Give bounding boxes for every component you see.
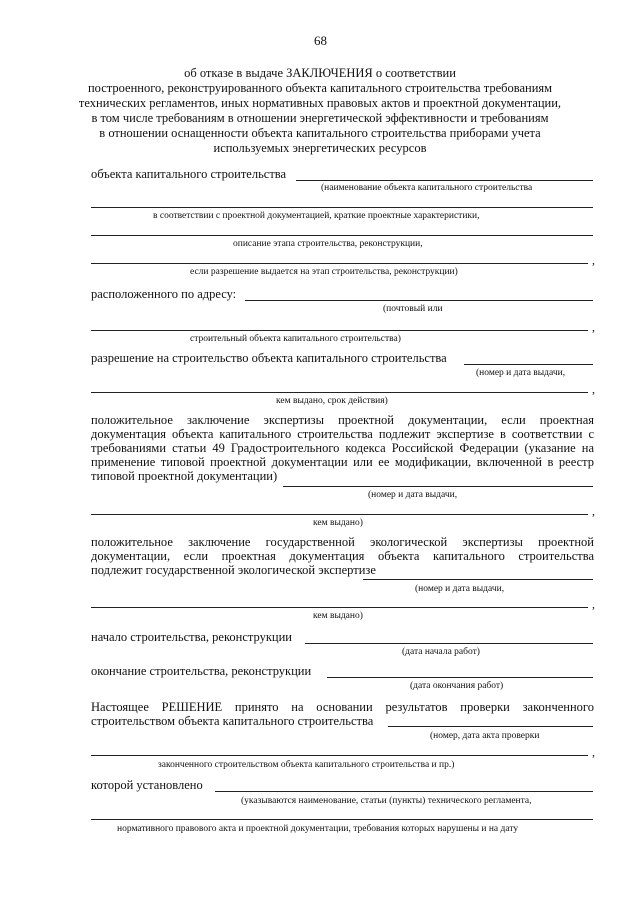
- expertise-line: требованиями статьи 49 Градостроительного кодекса Российской Федерации (указание на: [91, 441, 594, 455]
- permit-label: разрешение на строительство объекта капитального строительства: [91, 351, 447, 365]
- established-hint: (указываются наименование, статьи (пункты) технического регламента,: [241, 796, 532, 806]
- object-characteristics-field[interactable]: [91, 207, 593, 208]
- end-date-field[interactable]: [327, 677, 593, 678]
- object-hint: если разрешение выдается на этап строительства, реконструкции): [190, 267, 458, 277]
- comma: ,: [592, 382, 595, 396]
- object-label: объекта капитального строительства: [91, 167, 287, 181]
- end-hint: (дата окончания работ): [410, 681, 504, 691]
- permit-hint: кем выдано, срок действия): [276, 396, 388, 406]
- permit-hint: (номер и дата выдачи,: [476, 368, 566, 378]
- established-label: которой установлено: [91, 778, 203, 792]
- address-hint: (почтовый или: [383, 304, 443, 314]
- object-hint: (наименование объекта капитального строительства: [321, 183, 533, 193]
- eco-paragraph: [91, 535, 594, 577]
- address-extra-field[interactable]: [91, 330, 588, 331]
- established-extra-field[interactable]: [91, 819, 593, 820]
- start-hint: (дата начала работ): [402, 647, 480, 657]
- eco-hint: кем выдано): [313, 611, 363, 621]
- comma: ,: [592, 745, 595, 759]
- eco-hint: (номер и дата выдачи,: [415, 584, 505, 594]
- expertise-hint: (номер и дата выдачи,: [368, 490, 458, 500]
- start-date-field[interactable]: [305, 643, 593, 644]
- address-hint: строительный объекта капитального строительства): [190, 334, 401, 344]
- address-label: расположенного по адресу:: [91, 287, 237, 301]
- expertise-number-field[interactable]: [283, 486, 593, 487]
- heading-line: построенного, реконструированного объекта капитального строительства требованиям: [87, 81, 553, 95]
- permit-issuer-field[interactable]: [91, 392, 588, 393]
- expertise-line: применение типовой проектной документации или ее модификации, включенной в реестр: [91, 455, 594, 469]
- comma: ,: [592, 320, 595, 334]
- expertise-issuer-field[interactable]: [91, 514, 588, 515]
- expertise-paragraph: [91, 413, 594, 483]
- decision-hint: (номер, дата акта проверки: [430, 731, 540, 741]
- permit-number-field[interactable]: [464, 364, 593, 365]
- comma: ,: [592, 504, 595, 518]
- heading-line: в отношении оснащенности объекта капитального строительства приборами учета: [99, 126, 541, 140]
- decision-extra-field[interactable]: [91, 755, 588, 756]
- established-field[interactable]: [215, 791, 593, 792]
- object-stage-field[interactable]: [91, 235, 593, 236]
- decision-act-field[interactable]: [388, 726, 593, 727]
- heading-line: используемых энергетических ресурсов: [213, 141, 427, 155]
- eco-number-field[interactable]: [363, 579, 593, 580]
- heading-line: в том числе требованиям в отношении энергетической эффективности и требованиям: [91, 111, 549, 125]
- decision-line: Настоящее РЕШЕНИЕ принято на основании результатов проверки законченного: [91, 700, 594, 714]
- page-number: 68: [314, 33, 327, 48]
- expertise-line: положительное заключение экспертизы проектной документации, если проектная: [91, 413, 594, 427]
- expertise-line: документация объекта капитального строительства подлежит экспертизе в соответствии с: [91, 427, 594, 441]
- object-stage-extra-field[interactable]: [91, 263, 588, 264]
- comma: ,: [592, 253, 595, 267]
- expertise-hint: кем выдано): [313, 518, 363, 528]
- expertise-line: типовой проектной документации): [91, 469, 278, 483]
- eco-line: положительное заключение государственной экологической экспертизы проектной: [91, 535, 594, 549]
- heading-line: технических регламентов, иных нормативных правовых актов и проектной документации,: [78, 96, 562, 110]
- address-field[interactable]: [245, 300, 593, 301]
- start-label: начало строительства, реконструкции: [91, 630, 292, 644]
- decision-line: строительством объекта капитального строительства: [91, 714, 374, 728]
- heading-line: об отказе в выдаче ЗАКЛЮЧЕНИЯ о соответствии: [184, 66, 456, 80]
- object-name-field[interactable]: [296, 180, 593, 181]
- object-hint: в соответствии с проектной документацией, краткие проектные характеристики,: [153, 211, 480, 221]
- decision-paragraph: [91, 700, 594, 728]
- eco-line: документации, если проектная документация объекта капитального строительства: [91, 549, 594, 563]
- comma: ,: [592, 597, 595, 611]
- decision-hint: законченного строительством объекта капитального строительства и пр.): [158, 760, 455, 770]
- end-label: окончание строительства, реконструкции: [91, 664, 312, 678]
- established-hint: нормативного правового акта и проектной документации, требования которых нарушены и на дату: [117, 824, 519, 834]
- document-heading: [60, 66, 580, 156]
- object-hint: описание этапа строительства, реконструкции,: [233, 239, 423, 249]
- eco-line: подлежит государственной экологической экспертизе: [91, 563, 376, 577]
- eco-issuer-field[interactable]: [91, 607, 588, 608]
